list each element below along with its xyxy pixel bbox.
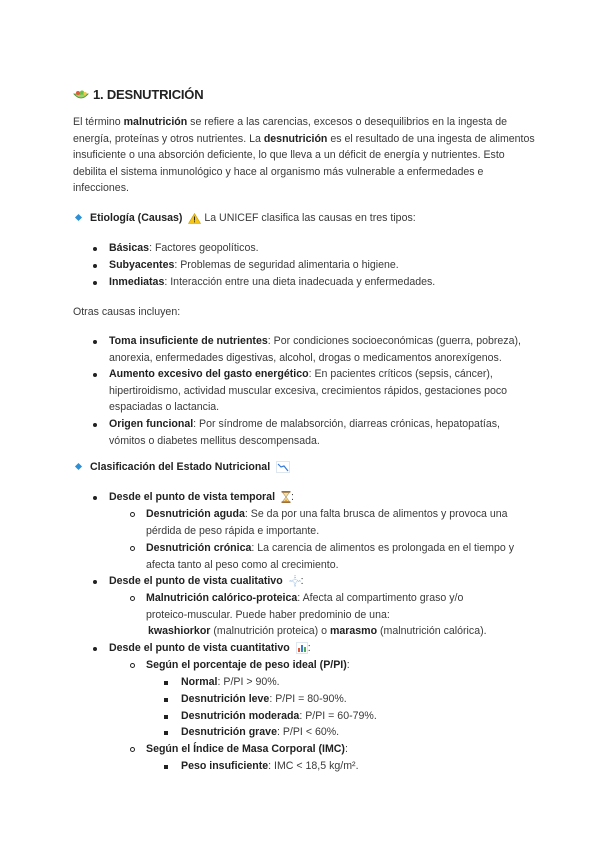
bar-chart-icon — [296, 642, 308, 654]
warning-icon — [188, 213, 201, 224]
list-item: Aumento excesivo del gasto energético: En pacientes críticos (sepsis, cáncer), hipertiroidismo, actividad muscular excesiva, crecimientos rápidos, gestaciones poco espaciadas o lactancia. — [109, 368, 508, 414]
otras-intro: Otras causas incluyen: — [73, 306, 181, 318]
page-title: 1. DESNUTRICIÓN — [73, 87, 203, 102]
clasificacion-heading: Clasificación del Estado Nutricional — [76, 461, 290, 473]
chart-down-icon — [276, 461, 290, 473]
etiologia-heading: Etiología (Causas) La UNICEF clasifica las causas en tres tipos: — [76, 212, 416, 224]
list-item: Malnutrición calórico-proteica: Afecta al compartimento graso y/o proteico-muscular. Puede haber predominio de una: kwashiorkor (malnutrición proteica) o marasmo (malnutrición calórica). — [146, 592, 487, 638]
list-item: Peso insuficiente: IMC < 18,5 kg/m². — [181, 760, 359, 772]
list-item: Básicas: Factores geopolíticos. — [109, 242, 259, 254]
cualitativo-item: Desde el punto de vista cualitativo : — [109, 575, 304, 587]
list-item: Origen funcional: Por síndrome de malabsorción, diarreas crónicas, hepatopatías, vómitos o diabetes mellitus descompensada. — [109, 418, 500, 447]
salad-icon — [73, 89, 89, 101]
list-item: Desnutrición leve: P/PI = 80-90%. — [181, 693, 347, 705]
hourglass-icon — [281, 491, 291, 503]
sparkles-icon — [289, 575, 301, 587]
intro-paragraph: El término malnutrición se refiere a las carencias, excesos o desequilibrios en la ingesta de energía, proteínas y otros nutrientes. La desnutrición es el resultado de una ingesta de alimentos insuficiente o una absorción deficiente, lo que lleva a un déficit de energía y nutrientes. Esto debilita el sistema inmunológico y hace al organismo más vulnerable a enfermedades e infecciones. — [73, 116, 535, 195]
diamond-bullet-icon — [75, 463, 82, 470]
ppi-item: Según el porcentaje de peso ideal (P/PI): — [146, 659, 350, 671]
list-item: Desnutrición grave: P/PI < 60%. — [181, 726, 340, 738]
cuantitativo-item: Desde el punto de vista cuantitativo : — [109, 642, 311, 654]
list-item: Desnutrición crónica: La carencia de alimentos es prolongada en el tiempo y afecta tanto al peso como al crecimiento. — [146, 542, 515, 571]
list-item: Desnutrición aguda: Se da por una falta brusca de alimentos y provoca una pérdida de peso rápida e importante. — [146, 508, 508, 537]
list-item: Toma insuficiente de nutrientes: Por condiciones socioeconómicas (guerra, pobreza), anorexia, enfermedades digestivas, alcohol, drogas o medicamentos anorexígenos. — [109, 335, 521, 364]
list-item: Subyacentes: Problemas de seguridad alimentaria o higiene. — [109, 259, 399, 271]
temporal-item: Desde el punto de vista temporal : — [109, 491, 294, 503]
list-item: Inmediatas: Interacción entre una dieta inadecuada y enfermedades. — [109, 276, 436, 288]
diamond-bullet-icon — [75, 214, 82, 221]
list-item: Normal: P/PI > 90%. — [181, 676, 280, 688]
imc-item: Según el Índice de Masa Corporal (IMC): — [146, 743, 348, 755]
list-item: Desnutrición moderada: P/PI = 60-79%. — [181, 710, 377, 722]
